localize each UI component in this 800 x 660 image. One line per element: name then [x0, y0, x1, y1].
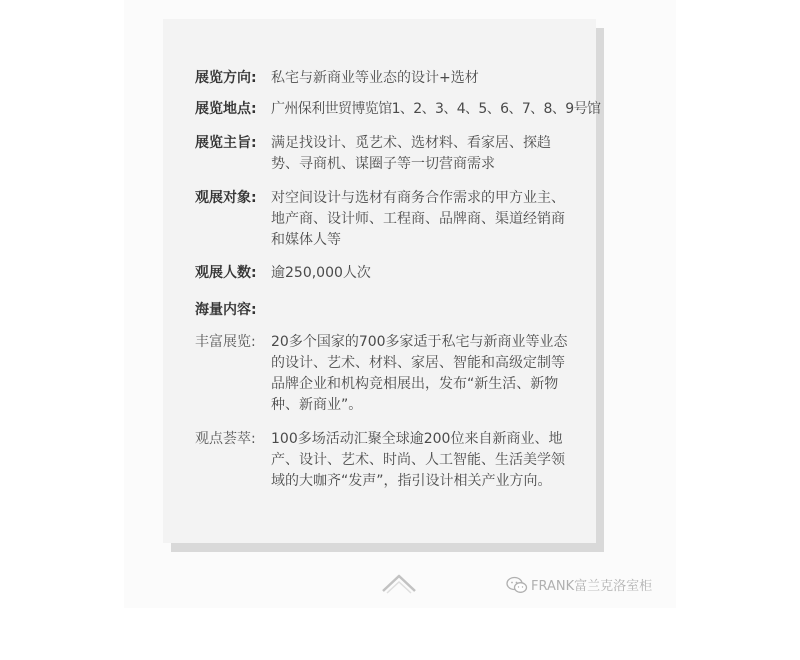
watermark-text: FRANK富兰克洛室柜 [531, 579, 653, 594]
label-content-heading: 海量内容: [195, 302, 257, 318]
value-exhibition-direction: 私宅与新商业等业态的设计+选材 [271, 70, 479, 86]
wechat-icon [506, 576, 528, 594]
value-exhibition-purpose: 满足找设计、觅艺术、选材料、看家居、探趋势、寻商机、谋圈子等一切营商需求 [271, 135, 551, 172]
value-viewpoints: 100多场活动汇聚全球逾200位来自新商业、地产、设计、艺术、时尚、人工智能、生活美学领域的大咖齐“发声”，指引设计相关产业方向。 [271, 431, 565, 489]
label-audience: 观展对象: [195, 190, 257, 206]
row-exhibition-direction [195, 68, 575, 89]
row-visitor-count [195, 263, 575, 284]
row-viewpoints [195, 429, 575, 492]
row-exhibition-location [195, 99, 601, 120]
chevron-up-icon[interactable] [381, 572, 417, 594]
value-rich-exhibits: 20多个国家的700多家适于私宅与新商业等业态的设计、艺术、材料、家居、智能和高级定制等品牌企业和机构竞相展出，发布“新生活、新物种、新商业”。 [271, 334, 568, 413]
label-viewpoints: 观点荟萃: [195, 431, 256, 447]
value-visitor-count: 逾250,000人次 [271, 265, 371, 281]
label-exhibition-purpose: 展览主旨: [195, 135, 257, 151]
row-content-heading [195, 300, 575, 321]
label-exhibition-location: 展览地点: [195, 101, 257, 117]
label-exhibition-direction: 展览方向: [195, 70, 257, 86]
value-audience: 对空间设计与选材有商务合作需求的甲方业主、地产商、设计师、工程商、品牌商、渠道经销商和媒体人等 [271, 190, 565, 248]
label-visitor-count: 观展人数: [195, 265, 257, 281]
label-rich-exhibits: 丰富展览: [195, 334, 256, 350]
watermark [506, 575, 652, 594]
value-exhibition-location: 广州保利世贸博览馆1、2、3、4、5、6、7、8、9号馆 [271, 101, 601, 117]
row-audience [195, 188, 575, 251]
row-rich-exhibits [195, 332, 575, 416]
row-exhibition-purpose [195, 133, 575, 175]
